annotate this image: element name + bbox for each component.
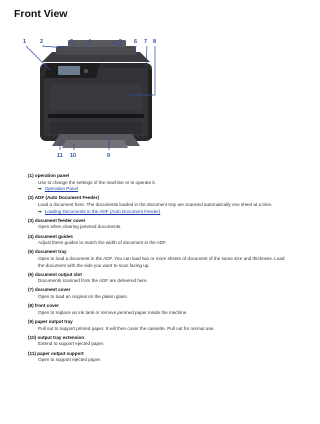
operation-panel-link[interactable] — [38, 186, 288, 193]
callout-6: 6 — [134, 39, 138, 45]
item-heading — [28, 303, 288, 310]
item-name: document guides — [34, 233, 73, 239]
item-name: output tray extension — [37, 334, 85, 340]
item-heading — [28, 249, 288, 256]
item-heading — [28, 351, 288, 358]
list-item-document-tray — [28, 249, 288, 269]
item-heading — [28, 287, 288, 294]
list-item-operation-panel — [28, 173, 288, 193]
item-number: (8) — [28, 303, 34, 309]
parts-list — [28, 173, 288, 366]
item-heading — [28, 234, 288, 241]
printer-front-view-figure — [0, 30, 300, 170]
item-number: (11) — [28, 350, 36, 356]
item-description: Pull out to support printed paper. It will then cover the cassette. Pull out for normal use. — [38, 325, 215, 331]
item-name: front cover — [34, 303, 59, 309]
item-heading — [28, 272, 288, 279]
item-description: Load a document here. The documents loaded in the document tray are scanned automatically one sheet at a time. — [38, 201, 273, 207]
item-name: ADF (Auto Document Feeder) — [34, 195, 100, 201]
item-heading — [28, 195, 288, 202]
loading-documents-adf-link[interactable] — [38, 209, 288, 216]
list-item-document-guides — [28, 234, 288, 247]
callout-2: 2 — [40, 39, 44, 45]
link-text[interactable]: Loading Documents in the ADF (Auto Document Feeder) — [44, 208, 161, 214]
printer-body — [40, 40, 152, 148]
callout-3: 3 — [70, 39, 74, 45]
callout-4: 4 — [88, 39, 92, 45]
callout-5: 5 — [119, 39, 123, 45]
item-description: Open to load an original on the platen glass. — [38, 294, 128, 300]
callout-8: 8 — [153, 39, 157, 45]
list-item-front-cover — [28, 303, 288, 316]
item-name: paper output tray — [34, 319, 73, 325]
callout-11: 11 — [57, 153, 63, 159]
list-item-paper-output-support — [28, 351, 288, 364]
callout-10: 10 — [70, 153, 77, 159]
item-number: (2) — [28, 195, 34, 201]
arrow-right-icon: ➡ — [38, 208, 42, 214]
list-item-adf — [28, 195, 288, 215]
callout-9: 9 — [107, 153, 111, 159]
item-description: Use to change the settings of the machine or to operate it. — [38, 179, 156, 185]
callout-7: 7 — [144, 39, 148, 45]
item-name: document output slot — [34, 271, 82, 277]
item-heading — [28, 335, 288, 342]
item-description: Open to replace an ink tank or remove jammed paper inside the machine. — [38, 309, 188, 315]
page-title: Front View — [14, 8, 68, 20]
item-name: document cover — [34, 287, 71, 293]
item-description: Adjust these guides to match the width of document in the ADF. — [38, 240, 167, 246]
item-number: (7) — [28, 287, 34, 293]
item-description: Documents scanned from the ADF are delivered here. — [38, 278, 148, 284]
item-name: document feeder cover — [34, 217, 86, 223]
item-name: operation panel — [34, 173, 70, 178]
list-item-document-cover — [28, 287, 288, 300]
list-item-document-feeder-cover — [28, 218, 288, 231]
printer-illustration — [0, 30, 300, 170]
item-description: Open to support ejected paper. — [38, 357, 102, 363]
link-text[interactable]: Operation Panel — [44, 186, 79, 192]
list-item-paper-output-tray — [28, 319, 288, 332]
item-description: Open when clearing jammed documents. — [38, 224, 122, 230]
list-item-document-output-slot — [28, 272, 288, 285]
item-number: (3) — [28, 217, 34, 223]
item-heading — [28, 319, 288, 326]
item-name: paper output support — [37, 350, 84, 356]
item-number: (9) — [28, 319, 34, 325]
item-name: document tray — [34, 249, 67, 255]
item-description: Extend to support ejected paper. — [38, 341, 105, 347]
item-number: (10) — [28, 334, 37, 340]
item-description: Open to load a document in the ADF. You can load two or more sheets of document of the same size and thickness. Load the document with the side you want to scan facing up. — [38, 255, 285, 268]
item-number: (4) — [28, 233, 34, 239]
arrow-right-icon: ➡ — [38, 186, 42, 192]
item-heading — [28, 218, 288, 225]
item-number: (1) — [28, 173, 34, 178]
callout-1: 1 — [23, 39, 27, 45]
item-number: (5) — [28, 249, 34, 255]
item-number: (6) — [28, 271, 34, 277]
item-heading — [28, 173, 288, 180]
list-item-output-tray-extension — [28, 335, 288, 348]
